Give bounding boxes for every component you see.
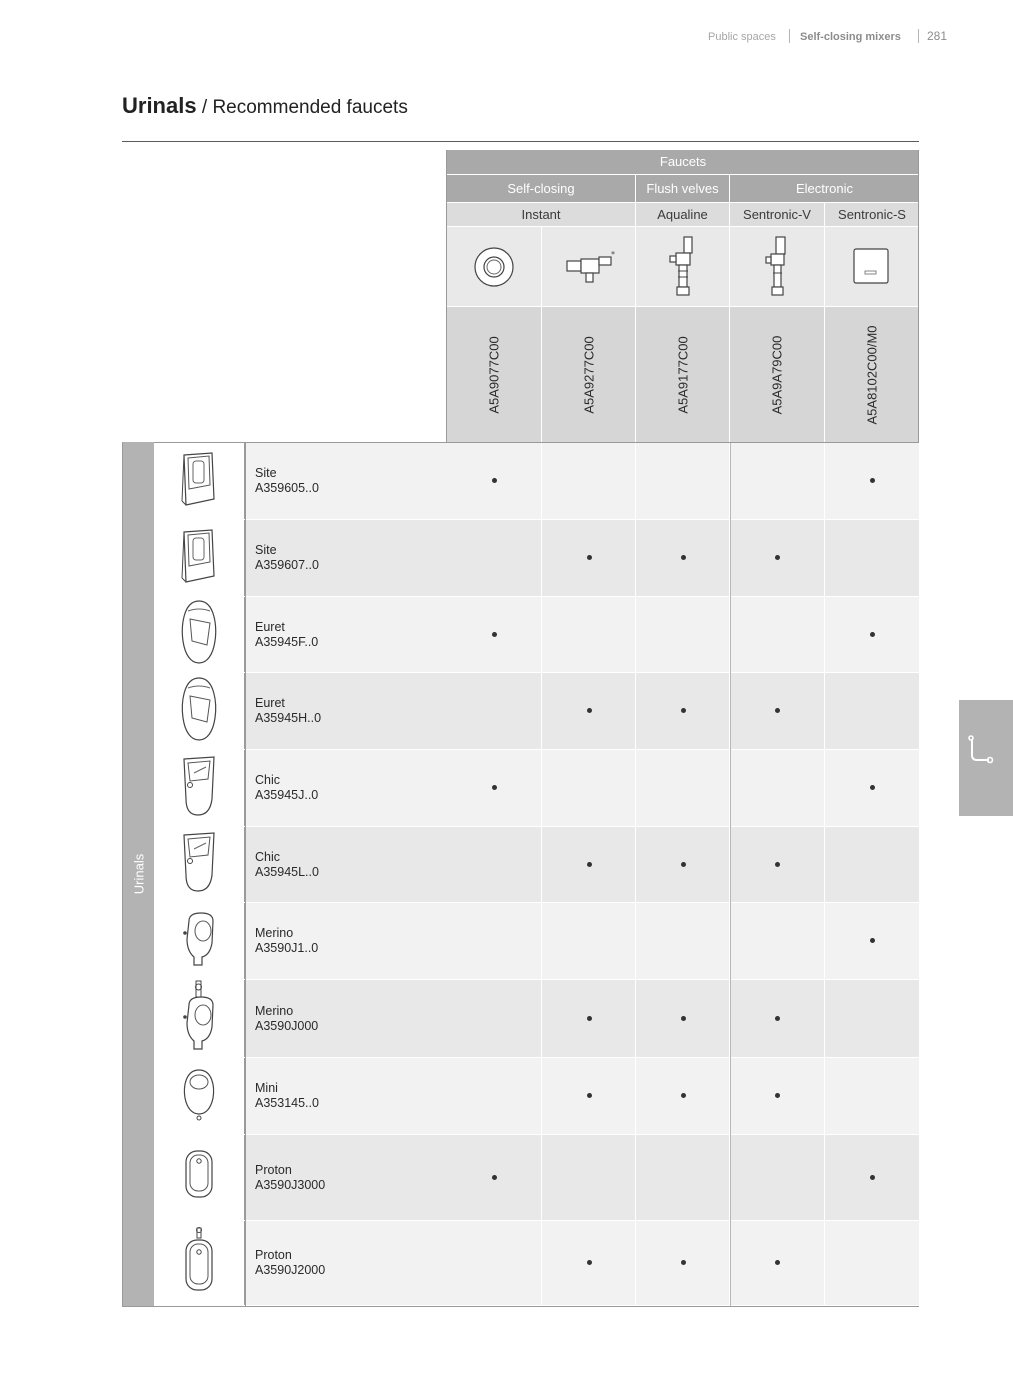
- product-code: A5A8102C00/M0: [864, 324, 880, 425]
- compatibility-dot: [775, 1016, 780, 1021]
- table-row: [154, 903, 919, 980]
- compatibility-cell: [825, 673, 919, 749]
- urinal-name-cell: [245, 1221, 447, 1305]
- urinal-name-cell: [245, 750, 447, 826]
- urinals-label-text: Urinals: [131, 853, 146, 895]
- table-row: [154, 520, 919, 597]
- product-code-cell: [636, 306, 730, 442]
- compatibility-cell: [447, 520, 542, 596]
- compatibility-cell: [636, 750, 730, 826]
- compatibility-cell: [825, 1135, 919, 1220]
- compatibility-cell: [730, 903, 825, 979]
- family-header-sentronic-s: Sentronic-S: [825, 202, 919, 226]
- compatibility-cell: [447, 1221, 542, 1305]
- table-row: [154, 443, 919, 520]
- urinal-thumbnail: [154, 1221, 245, 1305]
- compatibility-cell: [542, 1221, 636, 1305]
- mini-urinal-icon: [174, 1064, 224, 1129]
- compatibility-dot: [587, 862, 592, 867]
- urinal-thumbnail: [154, 1135, 245, 1220]
- category-divider: [730, 443, 731, 1306]
- urinal-thumbnail: [154, 827, 245, 902]
- compatibility-dot: [587, 708, 592, 713]
- header-divider: [789, 29, 790, 43]
- urinal-model-name: Site: [255, 466, 277, 480]
- compatibility-dot: [587, 1093, 592, 1098]
- urinal-model-name: Mini: [255, 1081, 278, 1095]
- chic-urinal-icon: [174, 751, 224, 826]
- sensor-panel-icon: [825, 227, 919, 306]
- family-header-instant: Instant: [447, 202, 636, 226]
- urinal-name-cell: [245, 1135, 447, 1220]
- compatibility-cell: [825, 903, 919, 979]
- urinal-product-code: A353145..0: [255, 1096, 319, 1110]
- table-bottom-rule: [122, 1306, 919, 1307]
- compatibility-cell: [825, 827, 919, 902]
- urinal-model-name: Chic: [255, 849, 281, 864]
- urinal-product-code: A3590J3000: [255, 1177, 326, 1192]
- compatibility-cell: [636, 443, 730, 519]
- compatibility-cell: [447, 980, 542, 1057]
- family-header-aqualine: Aqualine: [636, 202, 730, 226]
- compatibility-cell: [636, 903, 730, 979]
- compatibility-dot: [775, 1260, 780, 1265]
- faucets-group-header: Faucets: [447, 150, 919, 174]
- urinal-product-code: A3590J000: [255, 1018, 319, 1033]
- category-header-flush-valves: Flush velves: [636, 174, 730, 202]
- page-header: [700, 29, 960, 45]
- table-row: [154, 1135, 919, 1221]
- compatibility-cell: [730, 1135, 825, 1220]
- urinal-name-cell: [245, 597, 447, 672]
- product-code: A5A9077C00: [486, 335, 502, 414]
- compatibility-cell: [636, 1221, 730, 1305]
- compatibility-cell: [542, 750, 636, 826]
- compatibility-dot: [587, 555, 592, 560]
- euret-urinal-icon: [174, 674, 224, 749]
- compatibility-cell: [636, 1135, 730, 1220]
- section-label: Public spaces: [708, 31, 776, 43]
- compatibility-dot: [492, 632, 497, 637]
- compatibility-cell: [730, 827, 825, 902]
- compatibility-cell: [730, 673, 825, 749]
- site-urinal-icon: [174, 526, 224, 591]
- table-row: [154, 1058, 919, 1135]
- urinal-product-code: A3590J1..0: [255, 941, 319, 955]
- urinal-name-cell: [245, 673, 447, 749]
- compatibility-dot: [775, 1093, 780, 1098]
- compatibility-cell: [730, 597, 825, 672]
- compatibility-dot: [870, 632, 875, 637]
- compatibility-dot: [681, 555, 686, 560]
- compatibility-dot: [681, 1093, 686, 1098]
- faucet-image-cell: [730, 226, 825, 306]
- compatibility-cell: [730, 520, 825, 596]
- title-subtitle: Recommended faucets: [212, 97, 408, 118]
- product-code: A5A9277C00: [581, 335, 596, 414]
- faucet-image-cell: [542, 226, 636, 306]
- urinal-product-code: A35945L..0: [255, 864, 319, 879]
- family-header-sentronic-v: Sentronic-V: [730, 202, 825, 226]
- name-column-divider: [245, 443, 246, 1306]
- compatibility-cell: [825, 1221, 919, 1305]
- faucet-image-cell: [636, 226, 730, 306]
- compatibility-cell: [636, 827, 730, 902]
- compatibility-dot: [870, 938, 875, 943]
- table-row: [154, 827, 919, 903]
- chapter-tab[interactable]: [959, 700, 1013, 816]
- compatibility-cell: [825, 750, 919, 826]
- merino-urinal-with-valve-icon: [174, 979, 224, 1058]
- proton-urinal-with-valve-icon: [174, 1226, 224, 1301]
- compatibility-cell: [447, 903, 542, 979]
- compatibility-cell: [825, 1058, 919, 1134]
- compatibility-cell: [542, 903, 636, 979]
- compatibility-cell: [636, 980, 730, 1057]
- table-row: [154, 673, 919, 750]
- euret-urinal-icon: [174, 597, 224, 672]
- urinal-name-cell: [245, 1058, 447, 1134]
- merino-urinal-icon: [174, 909, 224, 974]
- compatibility-dot: [681, 1016, 686, 1021]
- compatibility-cell: [447, 597, 542, 672]
- table-row: [154, 597, 919, 673]
- page-title: [122, 93, 408, 119]
- compatibility-cell: [542, 520, 636, 596]
- urinal-model-name: Proton: [255, 1162, 292, 1177]
- urinal-name-cell: [245, 443, 447, 519]
- page-number: 281: [927, 29, 948, 43]
- site-urinal-icon: [174, 449, 224, 514]
- urinal-thumbnail: [154, 673, 245, 749]
- compatibility-dot: [587, 1260, 592, 1265]
- compatibility-cell: [730, 980, 825, 1057]
- urinal-model-name: Site: [255, 543, 277, 557]
- faucet-tab-icon: [959, 700, 1013, 816]
- compatibility-dot: [775, 862, 780, 867]
- compatibility-cell: [636, 673, 730, 749]
- compatibility-dot: [870, 478, 875, 483]
- compatibility-cell: [636, 1058, 730, 1134]
- urinal-name-cell: [245, 903, 447, 979]
- urinal-thumbnail: [154, 903, 245, 979]
- product-code-cell: [825, 306, 919, 442]
- urinal-thumbnail: [154, 520, 245, 596]
- urinal-product-code: A3590J2000: [255, 1263, 326, 1277]
- faucet-image-cell: [447, 226, 542, 306]
- compatibility-cell: [730, 750, 825, 826]
- compatibility-dot: [775, 555, 780, 560]
- urinal-model-name: Euret: [255, 696, 285, 710]
- compatibility-cell: [636, 597, 730, 672]
- faucet-image-cell: [825, 226, 919, 306]
- product-code: A5A9177C00: [675, 335, 690, 414]
- compatibility-cell: [825, 597, 919, 672]
- urinal-product-code: A35945F..0: [255, 634, 319, 649]
- compatibility-dot: [775, 708, 780, 713]
- compatibility-dot: [492, 1175, 497, 1180]
- title-main: Urinals: [122, 93, 197, 118]
- product-code-cell: [447, 306, 542, 442]
- urinal-thumbnail: [154, 1058, 245, 1134]
- compatibility-cell: [542, 1058, 636, 1134]
- title-rule: [122, 141, 919, 142]
- urinal-name-cell: [245, 980, 447, 1057]
- table-row: [154, 750, 919, 827]
- urinal-model-name: Proton: [255, 1248, 292, 1262]
- compatibility-cell: [636, 520, 730, 596]
- compatibility-cell: [447, 1058, 542, 1134]
- compatibility-cell: [542, 597, 636, 672]
- compatibility-cell: [730, 1221, 825, 1305]
- product-code-cell: [730, 306, 825, 442]
- compatibility-dot: [492, 478, 497, 483]
- compatibility-cell: [730, 443, 825, 519]
- round-push-button-icon: [447, 227, 541, 306]
- compatibility-dot: [681, 862, 686, 867]
- urinal-model-name: Merino: [255, 926, 294, 940]
- compatibility-cell: [542, 827, 636, 902]
- urinal-model-name: Chic: [255, 773, 281, 787]
- urinal-product-code: A359607..0: [255, 558, 319, 572]
- table-row: [154, 980, 919, 1058]
- compatibility-dot: [870, 1175, 875, 1180]
- product-code-cell: [542, 306, 636, 442]
- compatibility-cell: [447, 827, 542, 902]
- horizontal-valve-icon: [542, 227, 635, 306]
- compatibility-dot: [587, 1016, 592, 1021]
- urinal-name-cell: [245, 520, 447, 596]
- urinal-model-name: Merino: [255, 1003, 294, 1018]
- compatibility-dot: [870, 785, 875, 790]
- electronic-flush-valve-icon: [730, 227, 824, 306]
- compatibility-cell: [447, 750, 542, 826]
- compatibility-cell: [447, 673, 542, 749]
- urinal-thumbnail: [154, 597, 245, 672]
- compatibility-cell: [825, 520, 919, 596]
- proton-urinal-icon: [174, 1145, 224, 1210]
- compatibility-cell: [447, 1135, 542, 1220]
- category-header-electronic: Electronic: [730, 174, 919, 202]
- category-header-self-closing: Self-closing: [447, 174, 636, 202]
- urinal-product-code: A35945J..0: [255, 788, 319, 802]
- urinal-thumbnail: [154, 750, 245, 826]
- table-row: [154, 1221, 919, 1306]
- chapter-label: Self-closing mixers: [800, 31, 901, 43]
- flush-valve-icon: [636, 227, 729, 306]
- compatibility-dot: [681, 708, 686, 713]
- urinals-side-label: [123, 442, 154, 1306]
- compatibility-dot: [492, 785, 497, 790]
- compatibility-cell: [730, 1058, 825, 1134]
- header-divider: [918, 29, 919, 43]
- compatibility-cell: [542, 1135, 636, 1220]
- urinal-thumbnail: [154, 980, 245, 1057]
- urinal-thumbnail: [154, 443, 245, 519]
- chic-urinal-icon: [174, 827, 224, 902]
- compatibility-cell: [825, 980, 919, 1057]
- title-separator: /: [196, 97, 213, 118]
- urinal-product-code: A35945H..0: [255, 711, 322, 725]
- compatibility-cell: [447, 443, 542, 519]
- compatibility-cell: [542, 443, 636, 519]
- product-code: A5A9A79C00: [769, 335, 785, 414]
- compatibility-cell: [542, 980, 636, 1057]
- compatibility-cell: [542, 673, 636, 749]
- svg-text:*: *: [611, 250, 615, 259]
- urinal-name-cell: [245, 827, 447, 902]
- compatibility-cell: [825, 443, 919, 519]
- urinal-model-name: Euret: [255, 619, 285, 634]
- compatibility-dot: [681, 1260, 686, 1265]
- urinal-product-code: A359605..0: [255, 481, 319, 495]
